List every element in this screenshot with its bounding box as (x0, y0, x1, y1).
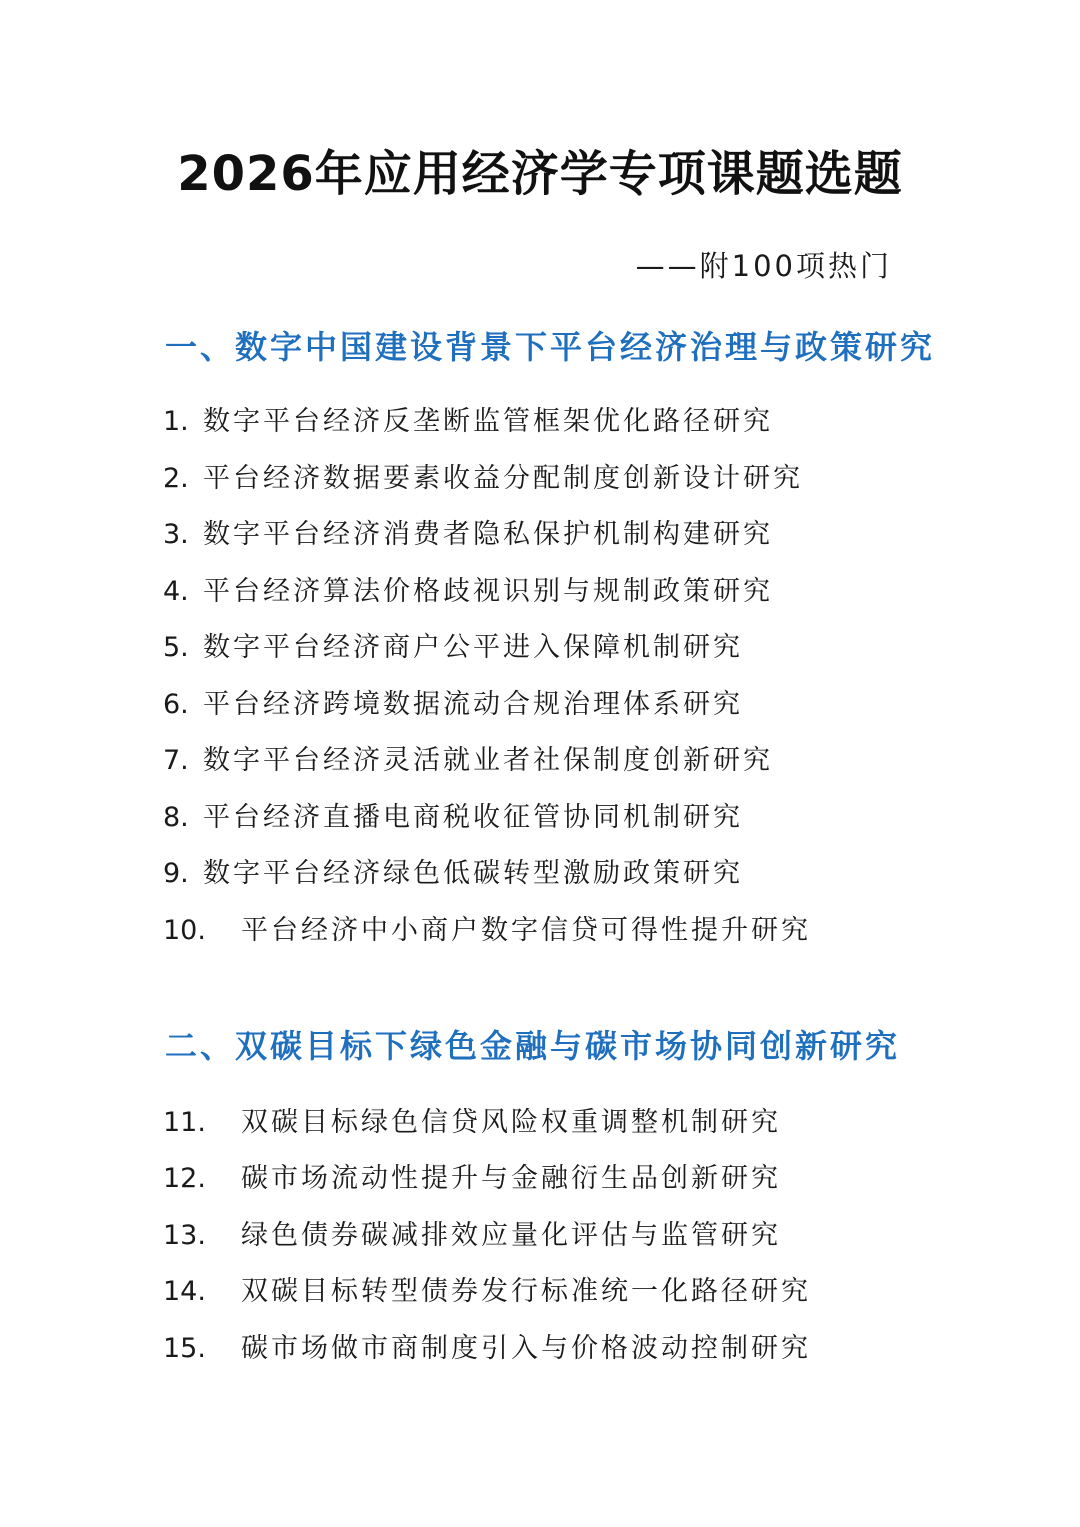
list-item (163, 1103, 781, 1143)
item-text: 碳市场流动性提升与金融衍生品创新研究 (241, 1163, 781, 1194)
section-heading-2: 二、双碳目标下绿色金融与碳市场协同创新研究 (165, 1027, 901, 1065)
list-item (163, 402, 773, 442)
item-number: 4. (163, 576, 189, 607)
item-text: 双碳目标绿色信贷风险权重调整机制研究 (241, 1107, 781, 1138)
item-number: 14. (163, 1276, 206, 1307)
item-number: 8. (163, 802, 189, 833)
list-item (163, 572, 773, 612)
item-text: 平台经济中小商户数字信贷可得性提升研究 (241, 915, 811, 946)
item-text: 数字平台经济灵活就业者社保制度创新研究 (203, 745, 773, 776)
list-item (163, 741, 773, 781)
item-number: 1. (163, 406, 189, 437)
item-text: 双碳目标转型债券发行标准统一化路径研究 (241, 1276, 811, 1307)
item-number: 6. (163, 689, 189, 720)
item-text: 碳市场做市商制度引入与价格波动控制研究 (241, 1333, 811, 1364)
item-number: 7. (163, 745, 189, 776)
item-text: 平台经济算法价格歧视识别与规制政策研究 (203, 576, 773, 607)
list-item (163, 854, 743, 894)
item-text: 平台经济跨境数据流动合规治理体系研究 (203, 689, 743, 720)
document-title: 2026年应用经济学专项课题选题 (177, 146, 903, 202)
item-text: 数字平台经济反垄断监管框架优化路径研究 (203, 406, 773, 437)
item-number: 13. (163, 1220, 206, 1251)
item-number: 11. (163, 1107, 206, 1138)
section-heading-1: 一、数字中国建设背景下平台经济治理与政策研究 (165, 328, 936, 366)
item-number: 15. (163, 1333, 206, 1364)
list-item (163, 628, 743, 668)
list-item (163, 798, 743, 838)
list-item (163, 911, 811, 951)
item-text: 数字平台经济绿色低碳转型激励政策研究 (203, 858, 743, 889)
list-item (163, 1329, 811, 1369)
item-text: 数字平台经济消费者隐私保护机制构建研究 (203, 519, 773, 550)
item-number: 5. (163, 632, 189, 663)
item-text: 平台经济直播电商税收征管协同机制研究 (203, 802, 743, 833)
item-text: 数字平台经济商户公平进入保障机制研究 (203, 632, 743, 663)
list-item (163, 515, 773, 555)
list-item (163, 1272, 811, 1312)
list-item (163, 1216, 781, 1256)
item-number: 9. (163, 858, 189, 889)
list-item (163, 1159, 781, 1199)
list-item (163, 459, 803, 499)
item-number: 2. (163, 463, 189, 494)
item-number: 12. (163, 1163, 206, 1194)
item-text: 平台经济数据要素收益分配制度创新设计研究 (203, 463, 803, 494)
item-text: 绿色债券碳减排效应量化评估与监管研究 (241, 1220, 781, 1251)
item-number: 3. (163, 519, 189, 550)
list-item (163, 685, 743, 725)
document-subtitle: ——附100项热门 (635, 249, 892, 283)
item-number: 10. (163, 915, 206, 946)
